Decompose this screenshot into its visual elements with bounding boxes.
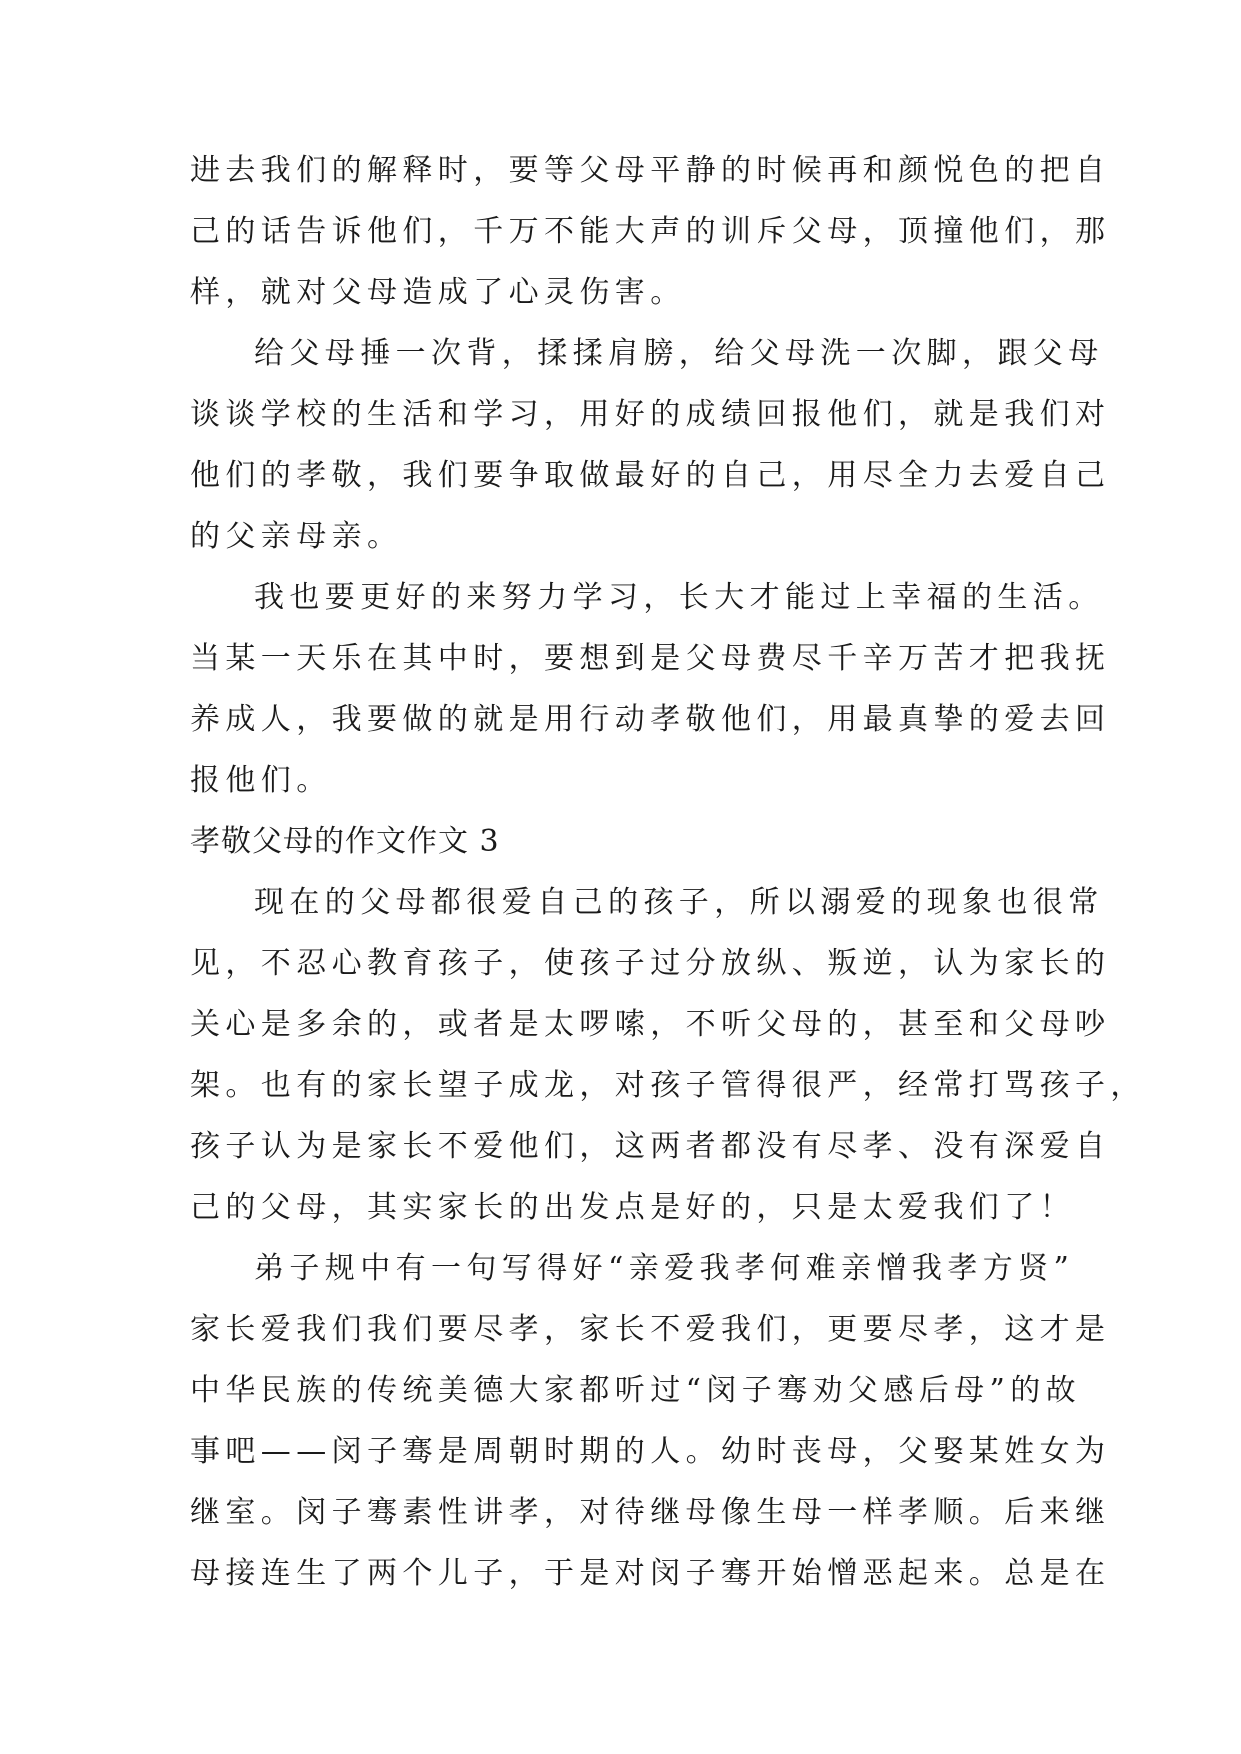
text-line: 谈谈学校的生活和学习，用好的成绩回报他们，就是我们对 — [190, 397, 1111, 432]
section-heading: 孝敬父母的作文作文 3 — [190, 824, 500, 859]
text-line: 己的话告诉他们，千万不能大声的训斥父母，顶撞他们，那 — [190, 214, 1111, 249]
text-line: 当某一天乐在其中时，要想到是父母费尽千辛万苦才把我抚 — [190, 641, 1111, 676]
text-line: 样，就对父母造成了心灵伤害。 — [190, 275, 686, 310]
text-line: 孩子认为是家长不爱他们，这两者都没有尽孝、没有深爱自 — [190, 1129, 1111, 1164]
text-line: 架。也有的家长望子成龙，对孩子管得很严，经常打骂孩子， — [190, 1068, 1146, 1103]
document-body — [190, 140, 1146, 1604]
text-line: 关心是多余的，或者是太啰嗦，不听父母的，甚至和父母吵 — [190, 1007, 1111, 1042]
text-line: 给父母捶一次背，揉揉肩膀，给父母洗一次脚，跟父母 — [254, 336, 1104, 371]
text-line: 己的父母，其实家长的出发点是好的，只是太爱我们了！ — [190, 1190, 1075, 1225]
text-line: 报他们。 — [190, 763, 332, 798]
text-line: 见，不忍心教育孩子，使孩子过分放纵、叛逆，认为家长的 — [190, 946, 1111, 981]
text-line: 继室。闵子骞素性讲孝，对待继母像生母一样孝顺。后来继 — [190, 1495, 1111, 1530]
text-line: 养成人，我要做的就是用行动孝敬他们，用最真挚的爱去回 — [190, 702, 1111, 737]
text-line: 事吧——闵子骞是周朝时期的人。幼时丧母，父娶某姓女为 — [190, 1434, 1111, 1469]
text-line: 的父亲母亲。 — [190, 519, 403, 554]
text-line: 母接连生了两个儿子，于是对闵子骞开始憎恶起来。总是在 — [190, 1556, 1111, 1591]
text-line: 中华民族的传统美德大家都听过“闵子骞劝父感后母”的故 — [190, 1373, 1082, 1408]
text-line: 我也要更好的来努力学习，长大才能过上幸福的生活。 — [254, 580, 1104, 615]
text-line: 进去我们的解释时，要等父母平静的时候再和颜悦色的把自 — [190, 153, 1111, 188]
text-line: 现在的父母都很爱自己的孩子，所以溺爱的现象也很常 — [254, 885, 1104, 920]
text-line: 弟子规中有一句写得好“亲爱我孝何难亲憎我孝方贤” — [254, 1251, 1075, 1286]
text-line: 家长爱我们我们要尽孝，家长不爱我们，更要尽孝，这才是 — [190, 1312, 1111, 1347]
text-line: 他们的孝敬，我们要争取做最好的自己，用尽全力去爱自己 — [190, 458, 1111, 493]
